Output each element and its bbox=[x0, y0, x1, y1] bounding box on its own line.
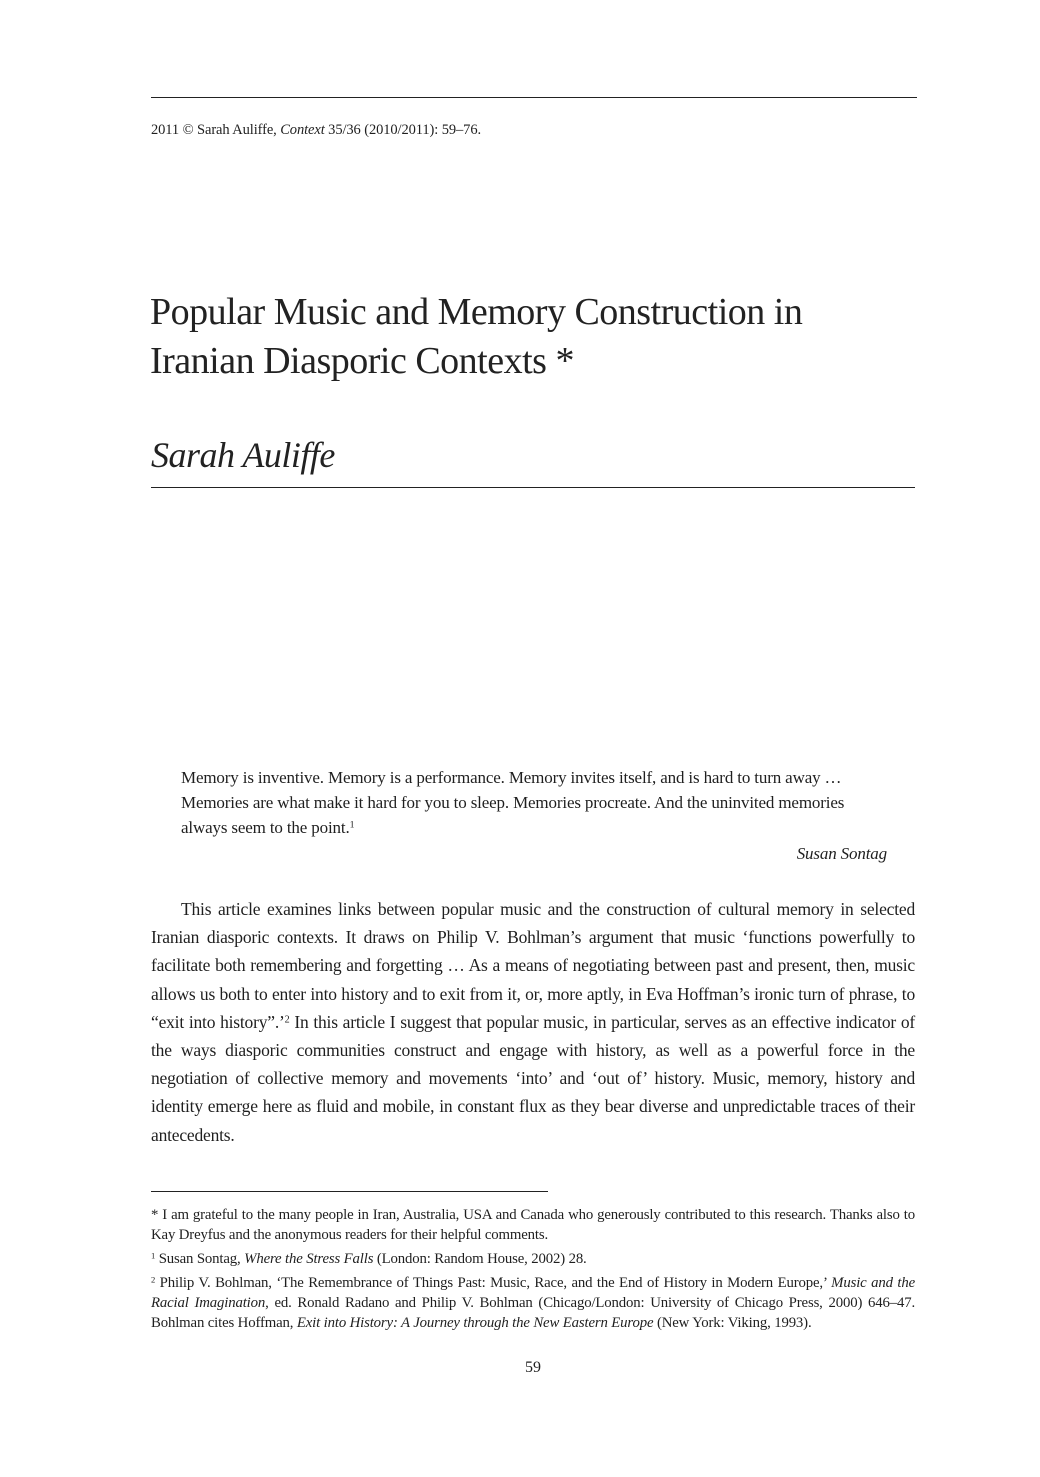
footnote-rule bbox=[151, 1191, 548, 1192]
footnote-2-mark: 2 bbox=[151, 1274, 156, 1285]
footnote-ref-2: 2 bbox=[284, 1014, 290, 1026]
body-text-part-2: In this article I suggest that popular music, in particular, serves as an effective indicator of the ways diasporic communities construct and engage with history, as well as a powerful force in the negotiation of collective memory and movements ‘into’ and ‘out of’ history. Music, memory, history and identity emerge here as fluid and mobile, in constant flux as they bear diverse and unpredictable traces of their antecedents. bbox=[151, 1011, 915, 1145]
epigraph-attribution: Susan Sontag bbox=[796, 844, 887, 863]
body-paragraph bbox=[151, 895, 915, 1149]
footnote-1 bbox=[151, 1249, 915, 1269]
citation-journal: Context bbox=[280, 122, 325, 138]
footnote-star bbox=[151, 1205, 915, 1245]
body-text-part-1: This article examines links between popular music and the construction of cultural memory in selected Iranian diasporic contexts. It draws on Philip V. Bohlman’s argument that music ‘functions powerfully to facilitate both remembering and forgetting … As a means of negotiating between past and present, then, music allows us both to enter into history and to exit from it, or, more aptly, in Eva Hoffman’s ironic turn of phrase, to “exit into history”.’ bbox=[151, 899, 915, 1032]
article-author: Sarah Auliffe bbox=[151, 435, 335, 475]
page-number: 59 bbox=[525, 1359, 541, 1376]
footnote-2-cited-title: Exit into History: A Journey through the New Eastern Europe bbox=[296, 1315, 654, 1331]
header-rule bbox=[151, 97, 917, 98]
epigraph-quote bbox=[181, 765, 887, 840]
footnote-star-text: I am grateful to the many people in Iran, Australia, USA and Canada who generously contributed to this research. Thanks also to Kay Dreyfus and the anonymous readers for their helpful comments. bbox=[151, 1207, 915, 1243]
footnote-ref-1: 1 bbox=[349, 819, 355, 831]
citation-prefix: 2011 © Sarah Auliffe, bbox=[151, 122, 281, 138]
footnote-1-mark: 1 bbox=[151, 1250, 156, 1261]
citation-line bbox=[151, 122, 481, 139]
footnote-1-publication: (London: Random House, 2002) 28. bbox=[373, 1251, 587, 1267]
footnote-2-cited-publication: (New York: Viking, 1993). bbox=[653, 1315, 812, 1331]
title-line-1: Popular Music and Memory Construction in bbox=[150, 291, 803, 333]
footnote-star-mark: * bbox=[151, 1207, 159, 1223]
footnote-1-title: Where the Stress Falls bbox=[244, 1251, 374, 1267]
footnote-1-text: Susan Sontag, bbox=[155, 1251, 245, 1267]
footnotes bbox=[151, 1205, 915, 1337]
citation-suffix: 35/36 (2010/2011): 59–76. bbox=[324, 122, 481, 138]
footnote-2-book-title: Music and the Racial Imagination bbox=[151, 1275, 916, 1311]
footnote-2 bbox=[151, 1273, 915, 1333]
title-line-2: Iranian Diasporic Contexts * bbox=[150, 340, 574, 382]
footnote-2-text: Philip V. Bohlman, ‘The Remembrance of Things Past: Music, Race, and the End of History in Modern Europe,’ bbox=[155, 1275, 832, 1291]
author-rule bbox=[151, 487, 915, 488]
epigraph-text: Memory is inventive. Memory is a performance. Memory invites itself, and is hard to turn away … Memories are what make it hard for you to sleep. Memories procreate. And the uninvited memories always seem to the point. bbox=[181, 768, 845, 837]
article-title bbox=[150, 288, 930, 386]
epigraph bbox=[181, 765, 887, 866]
footnote-2-publication: , ed. Ronald Radano and Philip V. Bohlman (Chicago/London: University of Chicago Press, 2000) 646–47. Bohlman cites Hoffman, bbox=[151, 1295, 916, 1331]
